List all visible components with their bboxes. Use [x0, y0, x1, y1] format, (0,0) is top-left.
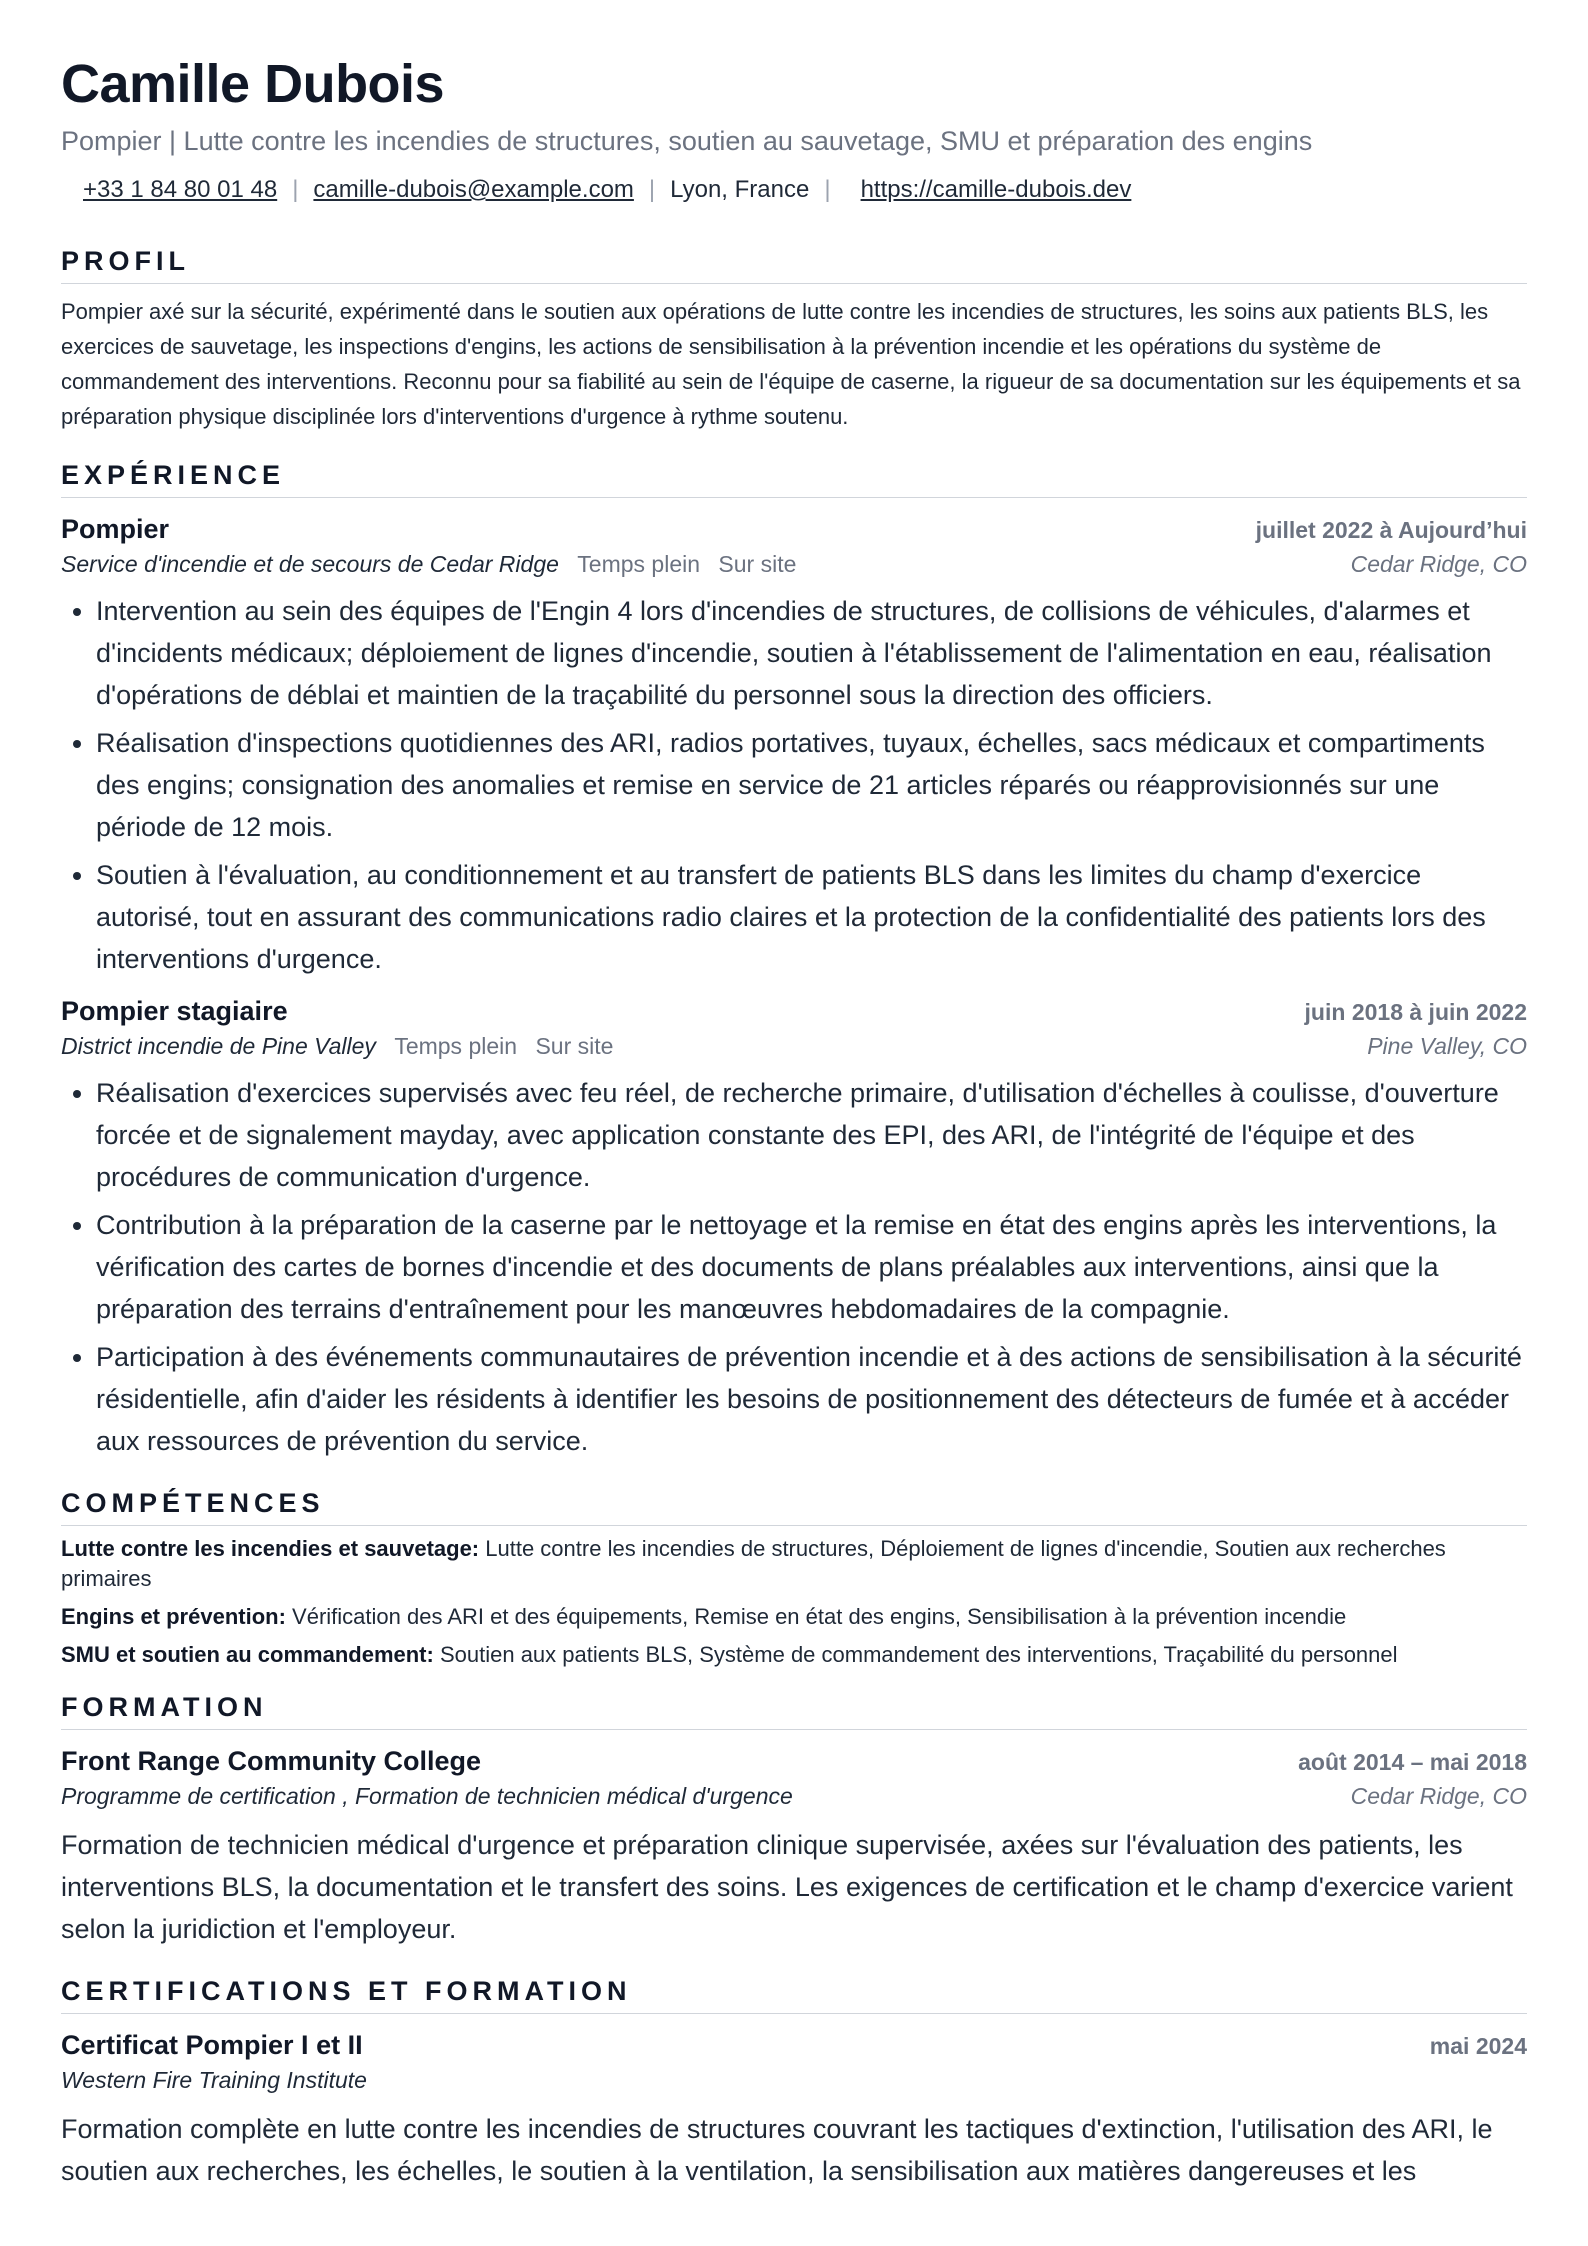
skill-group-label: SMU et soutien au commandement:	[61, 1642, 434, 1667]
job-bullets	[61, 590, 1527, 980]
education-heading: FORMATION	[61, 1692, 1527, 1730]
job-employer: Service d'incendie et de secours de Cedar Ridge	[61, 551, 559, 577]
experience-heading: EXPÉRIENCE	[61, 460, 1527, 498]
job-mode: Sur site	[535, 1033, 614, 1059]
skill-group-value: Lutte contre les incendies de structures, Déploiement de lignes d'incendie, Soutien aux recherches primaires	[61, 1536, 1446, 1591]
certifications-heading: CERTIFICATIONS ET FORMATION	[61, 1976, 1527, 2014]
job-employer: District incendie de Pine Valley	[61, 1033, 376, 1059]
job-location: Pine Valley, CO	[1367, 1033, 1527, 1059]
list-item: • Contribution à la préparation de la caserne par le nettoyage et la remise en état des engins après les interventions, la vérification des cartes de bornes d'incendie et des documents de plans préalables aux interventions, ainsi que la préparation des terrains d'entraînement pour les manœuvres hebdomadaires de la compagnie.	[96, 1204, 1527, 1330]
skills-section	[61, 1488, 1527, 1670]
job-entry	[61, 514, 1527, 980]
certification-issuer: Western Fire Training Institute	[61, 2067, 367, 2093]
education-section	[61, 1692, 1527, 1950]
education-dates: août 2014 – mai 2018	[1298, 1749, 1527, 1775]
contact-separator: |	[648, 176, 656, 203]
candidate-name: Camille Dubois	[61, 54, 445, 114]
list-item: • Soutien à l'évaluation, au conditionnement et au transfert de patients BLS dans les limites du champ d'exercice autorisé, tout en assurant des communications radio claires et la protection de la confidentialité des patients lors des interventions d'urgence.	[96, 854, 1527, 980]
skill-group-value: Vérification des ARI et des équipements, Remise en état des engins, Sensibilisation à la prévention incendie	[292, 1604, 1347, 1629]
contact-separator: |	[824, 176, 831, 203]
list-item: • Participation à des événements communautaires de prévention incendie et à des actions de sensibilisation à la sécurité résidentielle, afin d'aider les résidents à identifier les besoins de positionnement des détecteurs de fumée et à accéder aux ressources de prévention du service.	[96, 1336, 1527, 1462]
job-mode: Sur site	[718, 551, 797, 577]
skill-group-label: Lutte contre les incendies et sauvetage:	[61, 1536, 480, 1561]
email-link[interactable]: camille-dubois@example.com	[313, 176, 634, 203]
list-item: • Réalisation d'exercices supervisés avec feu réel, de recherche primaire, d'utilisation d'échelles à coulisse, d'ouverture forcée et de signalement mayday, avec application constante des EPI, des ARI, de l'intégrité de l'équipe et des procédures de communication d'urgence.	[96, 1072, 1527, 1198]
skills-heading: COMPÉTENCES	[61, 1488, 1527, 1526]
skill-group	[61, 1534, 1527, 1594]
job-entry	[61, 996, 1527, 1462]
job-dates: juillet 2022 à Aujourd’hui	[1255, 517, 1527, 543]
website-link[interactable]: https://camille-dubois.dev	[860, 176, 1132, 203]
profile-section	[61, 246, 1527, 434]
job-dates: juin 2018 à juin 2022	[1304, 999, 1527, 1025]
education-location: Cedar Ridge, CO	[1350, 1783, 1527, 1809]
skill-group	[61, 1602, 1527, 1632]
job-type: Temps plein	[577, 551, 701, 577]
certification-date: mai 2024	[1429, 2033, 1527, 2059]
list-item: • Réalisation d'inspections quotidiennes des ARI, radios portatives, tuyaux, échelles, sacs médicaux et compartiments des engins; consignation des anomalies et remise en service de 21 articles réparés ou réapprovisionnés sur une période de 12 mois.	[96, 722, 1527, 848]
job-type: Temps plein	[394, 1033, 518, 1059]
experience-section	[61, 460, 1527, 1462]
job-title: Pompier stagiaire	[61, 996, 288, 1026]
location-text: Lyon, France	[670, 176, 810, 203]
certification-name: Certificat Pompier I et II	[61, 2030, 363, 2060]
job-location: Cedar Ridge, CO	[1350, 551, 1527, 577]
skill-group-label: Engins et prévention:	[61, 1604, 286, 1629]
resume-header	[61, 52, 1527, 206]
profile-summary: Pompier axé sur la sécurité, expérimenté dans le soutien aux opérations de lutte contre les incendies de structures, les soins aux patients BLS, les exercices de sauvetage, les inspections d'engins, les actions de sensibilisation à la prévention incendie et les opérations du système de commandement des interventions. Reconnu pour sa fiabilité au sein de l'équipe de caserne, la rigueur de sa documentation sur les équipements et sa préparation physique disciplinée lors d'interventions d'urgence à rythme soutenu.	[61, 299, 1521, 429]
education-program: Programme de certification , Formation de technicien médical d'urgence	[61, 1783, 793, 1809]
skill-group	[61, 1640, 1527, 1670]
contact-bar	[83, 174, 1527, 206]
contact-separator: |	[292, 176, 299, 203]
phone-link[interactable]: +33 1 84 80 01 48	[83, 176, 278, 203]
list-item: • Intervention au sein des équipes de l'Engin 4 lors d'incendies de structures, de collisions de véhicules, d'alarmes et d'incidents médicaux; déploiement de lignes d'incendie, soutien à l'établissement de l'alimentation en eau, réalisation d'opérations de déblai et maintien de la traçabilité du personnel sous la direction des officiers.	[96, 590, 1527, 716]
job-bullets	[61, 1072, 1527, 1462]
profile-heading: PROFIL	[61, 246, 1527, 284]
education-description: Formation de technicien médical d'urgence et préparation clinique supervisée, axées sur l'évaluation des patients, les interventions BLS, la documentation et le transfert des soins. Les exigences de certification et le champ d'exercice varient selon la juridiction et l'employeur.	[61, 1830, 1513, 1944]
school-name: Front Range Community College	[61, 1746, 482, 1776]
certification-description: Formation complète en lutte contre les incendies de structures couvrant les tactiques d'extinction, l'utilisation des ARI, le soutien aux recherches, les échelles, le soutien à la ventilation, la sensibilisation aux matières dangereuses et les	[61, 2114, 1493, 2186]
job-title: Pompier	[61, 514, 170, 544]
skill-group-value: Soutien aux patients BLS, Système de commandement des interventions, Traçabilité du personnel	[439, 1642, 1398, 1667]
certifications-section	[61, 1976, 1527, 2192]
candidate-headline: Pompier | Lutte contre les incendies de structures, soutien au sauvetage, SMU et préparation des engins	[61, 126, 1313, 156]
